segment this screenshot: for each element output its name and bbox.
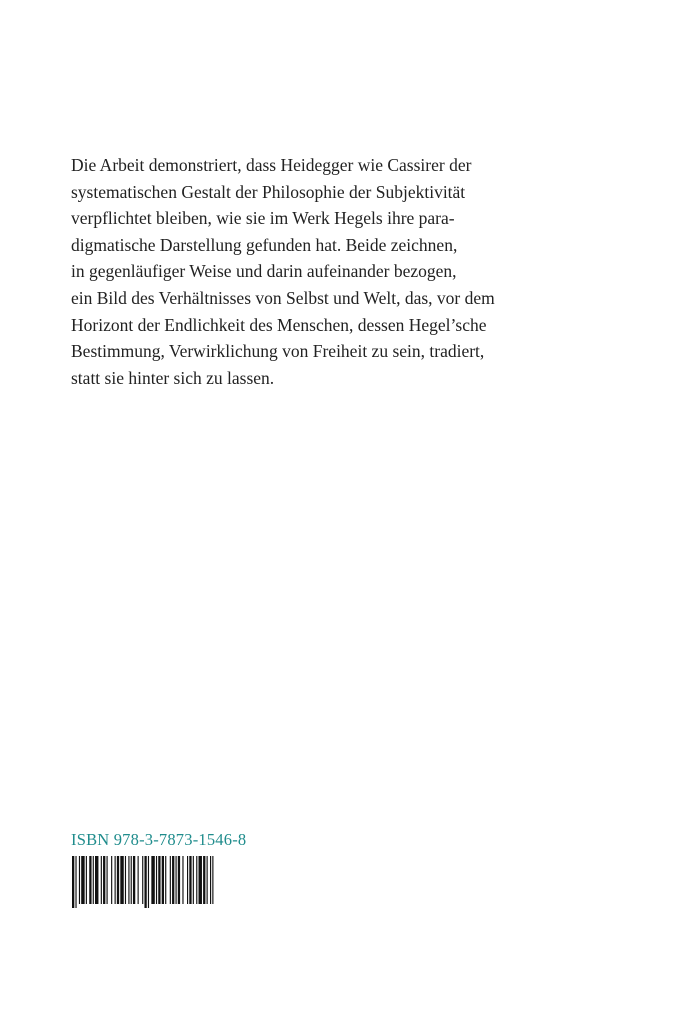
blurb-line: Horizont der Endlichkeit des Menschen, dessen Hegel’sche [71, 314, 487, 335]
barcode-bar [79, 856, 80, 904]
barcode-bar [131, 856, 132, 904]
barcode-bar [107, 856, 108, 904]
barcode-bar [86, 856, 87, 904]
blurb-text [71, 152, 531, 391]
barcode-bar [95, 856, 98, 904]
blurb-line: Bestimmung, Verwirklichung von Freiheit zu sein, tradiert, [71, 341, 485, 362]
barcode-bar [176, 856, 177, 904]
barcode-bar [187, 856, 188, 904]
barcode-bar [138, 856, 139, 904]
barcode-bar [189, 856, 191, 904]
blurb-line: ein Bild des Verhältnisses von Selbst und Welt, das, vor dem [71, 287, 495, 308]
barcode-bar [75, 856, 76, 908]
barcode-bar [210, 856, 211, 904]
blurb-line: in gegenläufiger Weise und darin aufeinander bezogen, [71, 261, 457, 282]
barcode-bar [115, 856, 116, 904]
barcode-bar [93, 856, 94, 904]
blurb-line: digmatische Darstellung gefunden hat. Beide zeichnen, [71, 234, 458, 255]
blurb-line: systematischen Gestalt der Philosophie der Subjektivität [71, 181, 466, 202]
blurb-line: verpflichtet bleiben, wie sie im Werk Hegels ihre para- [71, 208, 455, 229]
barcode-bar [156, 856, 157, 904]
barcode-bar [182, 856, 183, 904]
barcode-bar [101, 856, 102, 904]
barcode-bar [111, 856, 112, 904]
barcode-bar [142, 856, 143, 904]
barcode-bar [117, 856, 119, 904]
barcode-bar [207, 856, 208, 904]
barcode-bar [125, 856, 126, 904]
isbn-label: ISBN 978-3-7873-1546-8 [71, 830, 247, 849]
barcode-bar [133, 856, 135, 904]
barcode-bar [162, 856, 164, 904]
barcode-bar [196, 856, 197, 904]
barcode-icon [72, 856, 224, 908]
barcode-bar [103, 856, 105, 904]
barcode-bar [89, 856, 91, 904]
barcode-bar [165, 856, 166, 904]
barcode-bar [120, 856, 123, 904]
barcode-bar [81, 856, 84, 904]
barcode-bar [172, 856, 174, 904]
blurb-line: statt sie hinter sich zu lassen. [71, 367, 275, 388]
barcode-bar [72, 856, 74, 908]
barcode-bar [148, 856, 149, 908]
barcode-bar [193, 856, 194, 904]
blurb-line: Die Arbeit demonstriert, dass Heidegger wie Cassirer der [71, 155, 472, 175]
barcode-bar [128, 856, 129, 904]
barcode-bar [203, 856, 205, 904]
barcode-bar [151, 856, 154, 904]
barcode-bar [199, 856, 202, 904]
barcode-bar [170, 856, 171, 904]
barcode-bar [178, 856, 180, 904]
barcode-bar [212, 856, 213, 904]
barcode-bar [144, 856, 146, 908]
barcode-bar [158, 856, 160, 904]
